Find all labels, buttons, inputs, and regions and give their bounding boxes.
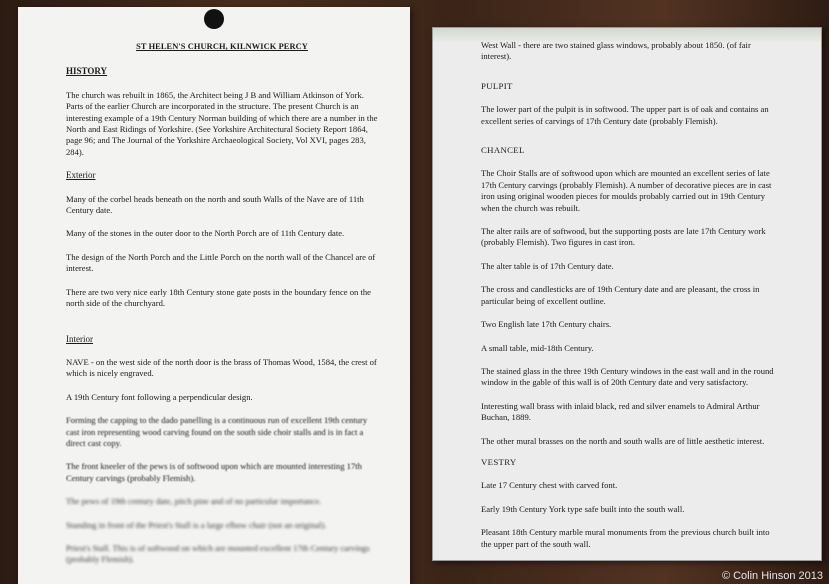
interior-paragraph: Priest's Stall. This is of softwood on which are mounted excellent 17th Century carvings (probably Flemish). [66,542,370,565]
photo-credit: © Colin Hinson 2013 [721,570,823,582]
chancel-paragraph: The stained glass in the three 19th Century windows in the east wall and in the round window in the gable of this wall is of 20th Century date and very satisfactory. [481,365,774,388]
chancel-paragraph: A small table, mid-18th Century. [481,342,594,353]
chancel-paragraph: The other mural brasses on the north and south walls are of little aesthetic interest. [481,435,765,446]
top-fragment: West Wall - there are two stained glass windows, probably about 1850. (of fair interest). [481,40,751,62]
chancel-paragraph: The alter rails are of softwood, but the supporting posts are late 17th Century work (probably Flemish). Two figures in cast iron. [481,226,766,248]
interior-heading: Interior [66,333,93,344]
right-notice-sheet [432,27,822,561]
interior-paragraph: The pews of 19th century date, pitch pine and of no particular importance. [66,496,322,507]
chancel-paragraph: The cross and candlesticks are of 19th Century date and are pleasant, the cross in particular being of excellent outline. [481,284,760,306]
history-heading: HISTORY [66,66,108,77]
interior-paragraph: Standing in front of the Priest's Stall is a large elbow chair (not an original). [66,519,327,530]
chancel-paragraph: The Choir Stalls are of softwood upon which are mounted an excellent series of late 17th Century carvings (probably Flemish). A number of decorative pieces are in cast iron using original wooden pieces for moulds probably carried out in 19th Century when the church was rebuilt. [481,168,772,213]
pulpit-text: The lower part of the pulpit is in softwood. The upper part is of oak and contains an excellent series of carvings of 17th Century date (probably Flemish). [481,104,769,126]
chancel-heading: CHANCEL [481,145,525,156]
notice-title: ST HELEN'S CHURCH, KILNWICK PERCY [136,42,308,51]
vestry-paragraph: Early 19th Century York type safe built into the south wall. [481,503,685,514]
chancel-paragraph: The alter table is of 17th Century date. [481,260,614,271]
exterior-paragraph: Many of the corbel heads beneath on the north and south Walls of the Nave are of 11th Century date. [66,193,364,216]
exterior-paragraph: There are two very nice early 18th Century stone gate posts in the boundary fence on the north side of the churchyard. [66,286,371,309]
left-notice-sheet [18,7,410,584]
vestry-paragraph: Pleasant 18th Century marble mural monuments from the previous church built into the upper part of the south wall. [481,527,770,549]
chancel-paragraph: Two English late 17th Century chairs. [481,319,612,330]
punch-hole [204,9,224,29]
vestry-paragraph: Late 17 Century chest with carved font. [481,480,618,491]
exterior-paragraph: The design of the North Porch and the Little Porch on the north wall of the Chancel are of interest. [66,251,376,274]
interior-paragraph: Forming the capping to the dado panelling is a continuous run of excellent 19th century cast iron representing wood carving found on the south side choir stalls and is in fact a direct cast copy. [66,415,368,448]
history-text: The church was rebuilt in 1865, the Architect being J B and William Atkinson of York. Parts of the earlier Church are incorporated in the structure. The present Church is an interesting example of a 19th Century Norman building of which there are a number in the North and East Ridings of Yorkshire. (See Yorkshire Architectural Society Report 1864, page 96; and The Journal of the Yorkshire Archaeological Society, Vol XVI, pages 283, 284). [66,89,378,157]
chancel-paragraph: Interesting wall brass with inlaid black, red and silver enamels to Admiral Arthur Buchan, 1889. [481,400,760,423]
exterior-heading: Exterior [66,170,96,181]
interior-paragraph: NAVE - on the west side of the north door is the brass of Thomas Wood, 1584, the crest of which is nicely engraved. [66,356,377,379]
interior-paragraph: A 19th Century font following a perpendicular design. [66,391,253,402]
vestry-heading: VESTRY [481,456,517,467]
exterior-paragraph: Many of the stones in the outer door to the North Porch are of 11th Century date. [66,228,345,239]
interior-paragraph: The front kneeler of the pews is of softwood upon which are mounted interesting 17th Century carvings (probably Flemish). [66,461,362,483]
pulpit-heading: PULPIT [481,80,513,91]
